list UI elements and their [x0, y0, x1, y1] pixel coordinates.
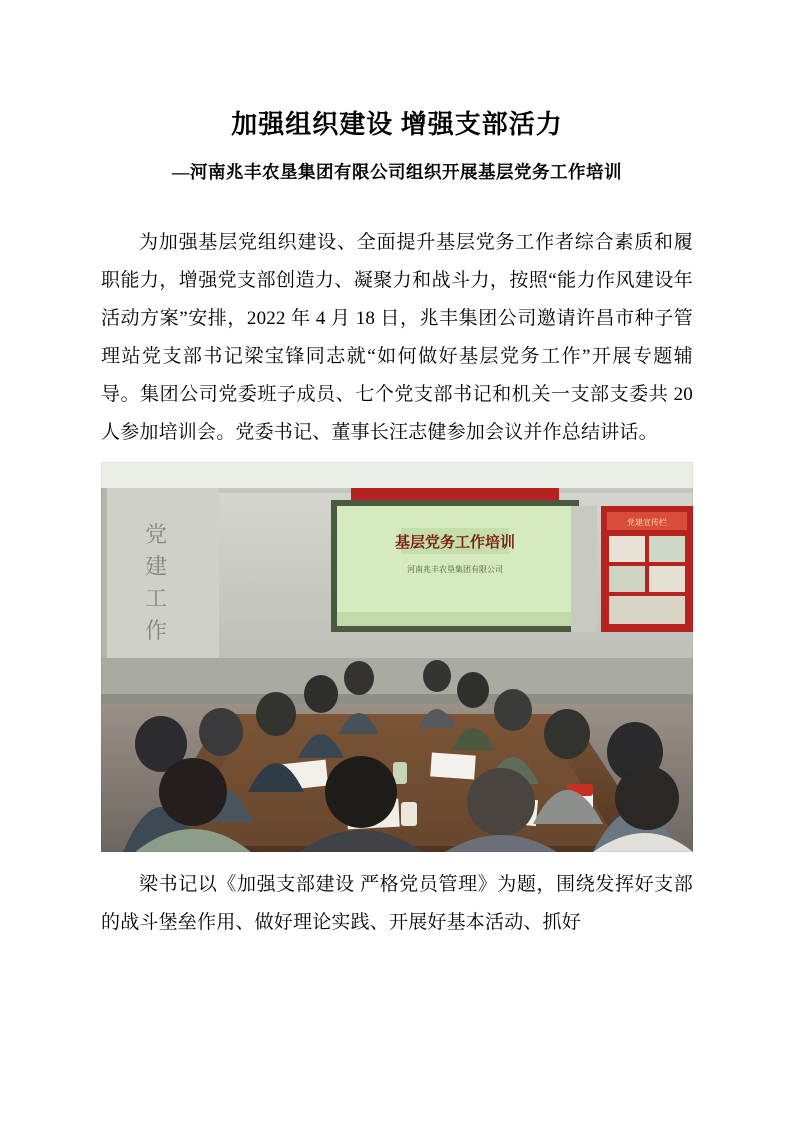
meeting-photo [101, 462, 693, 852]
svg-text:河南兆丰农垦集团有限公司: 河南兆丰农垦集团有限公司 [407, 565, 503, 575]
svg-text:党建宣传栏: 党建宣传栏 [627, 518, 667, 528]
document-content [101, 0, 693, 942]
paragraph-1: 为加强基层党组织建设、全面提升基层党务工作者综合素质和履职能力，增强党支部创造力、凝聚力和战斗力，按照“能力作风建设年活动方案”安排，2022 年 4 月 18 日，兆丰集团公司邀请许昌市种子管理站党支部书记梁宝锋同志就“如何做好基层党务工作”开展专题辅导。集团公司党委班子成员、七个党支部书记和机关一支部支委共 20 人参加培训会。党委书记、董事长汪志健参加会议并作总结讲话。 [101, 232, 693, 444]
svg-text:基层党务工作培训: 基层党务工作培训 [394, 535, 516, 552]
svg-text:工: 工 [145, 586, 168, 612]
paragraph-2: 梁书记以《加强支部建设 严格党员管理》为题，围绕发挥好支部的战斗堡垒作用、做好理论实践、开展好基本活动、抓好 [101, 874, 693, 934]
page-subtitle: —河南兆丰农垦集团有限公司组织开展基层党务工作培训 [172, 161, 622, 182]
svg-text:作: 作 [145, 618, 168, 644]
svg-text:建: 建 [145, 554, 168, 580]
meeting-photo-graphic [101, 462, 693, 852]
svg-text:党: 党 [145, 522, 168, 548]
page-title: 加强组织建设 增强支部活力 [231, 110, 563, 139]
